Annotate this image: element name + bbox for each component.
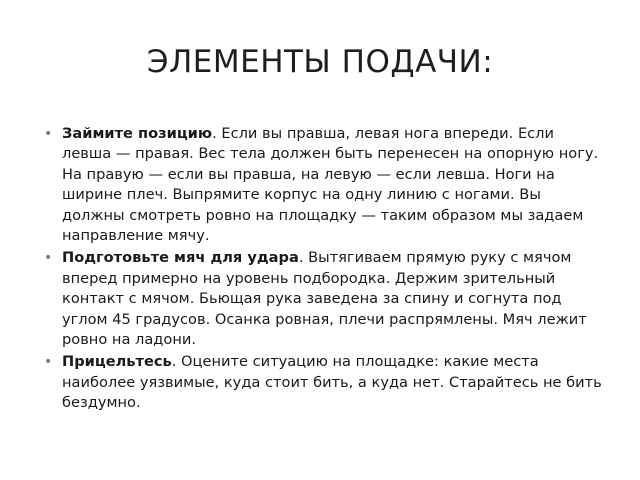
bullet-dot-icon: • (44, 354, 53, 371)
bullet-dot-icon: • (44, 250, 53, 267)
bullet-text: . Если вы правша, левая нога впереди. Если левша — правая. Вес тела должен быть перенесен на опорную ногу. На правую — если вы правша, на левую — если левша. Ноги на ширине плеч. Выпрямите корпус на одну линию с ногами. Вы должны смотреть ровно на площадку — таким образом мы задаем направление мячу. (62, 125, 599, 245)
bullet-lead: Займите позицию (62, 125, 213, 142)
bullet-lead: Подготовьте мяч для удара (62, 249, 299, 267)
bullet-item-position (42, 124, 602, 246)
bullet-item-aim (42, 352, 602, 413)
slide-title: ЭЛЕМЕНТЫ ПОДАЧИ: (146, 44, 494, 80)
bullet-text: . Оцените ситуацию на площадке: какие места наиболее уязвимые, куда стоит бить, а куда нет. Старайтесь не бить бездумно. (62, 353, 602, 412)
bullet-lead: Прицельтесь (62, 353, 172, 371)
bullet-list (42, 124, 602, 416)
bullet-dot-icon: • (44, 126, 53, 142)
bullet-item-prepare-ball (42, 248, 602, 350)
bullet-text: . Вытягиваем прямую руку с мячом вперед примерно на уровень подбородка. Держим зрительный контакт с мячом. Бьющая рука заведена за спину и согнута под углом 45 градусов. Осанка ровная, плечи распрямлены. Мяч лежит ровно на ладони. (62, 249, 587, 349)
